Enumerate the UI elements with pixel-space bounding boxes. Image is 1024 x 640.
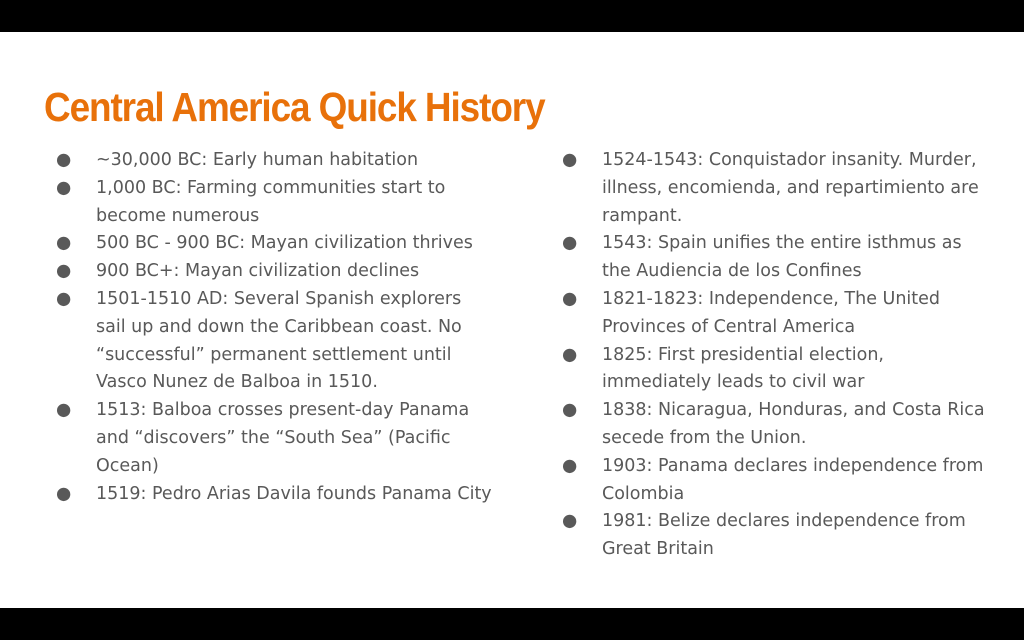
bullet-icon: ● — [56, 483, 72, 504]
bullet-icon: ● — [562, 233, 578, 254]
list-item-text: 1981: Belize declares independence from Great Britain — [602, 511, 966, 560]
list-item — [56, 230, 496, 258]
list-item — [562, 230, 992, 286]
list-item — [562, 342, 992, 398]
slide-title: Central America Quick History — [44, 84, 545, 130]
bullet-icon: ● — [56, 288, 72, 309]
list-item-text: ~30,000 BC: Early human habitation — [96, 150, 419, 170]
list-item-text: 1903: Panama declares independence from Colombia — [602, 455, 984, 504]
list-item-text: 1519: Pedro Arias Davila founds Panama City — [96, 483, 492, 504]
list-item — [562, 453, 992, 509]
list-item-text: 1513: Balboa crosses present-day Panama and “discovers” the “South Sea” (Pacific Ocean) — [96, 400, 470, 476]
right-bullet-list — [562, 147, 992, 564]
bullet-icon: ● — [562, 400, 578, 421]
bullet-icon: ● — [56, 177, 72, 198]
list-item-text: 1,000 BC: Farming communities start to become numerous — [96, 177, 446, 226]
list-item — [56, 258, 496, 286]
bullet-icon: ● — [56, 261, 72, 282]
list-item — [562, 286, 992, 342]
list-item — [56, 286, 496, 397]
bullet-icon: ● — [56, 233, 72, 254]
list-item-text: 900 BC+: Mayan civilization declines — [96, 261, 420, 282]
slide — [0, 32, 1024, 608]
list-item-text: 1501-1510 AD: Several Spanish explorers sail up and down the Caribbean coast. No “successful” permanent settlement until Vasco Nunez de Balboa in 1510. — [96, 288, 462, 393]
list-item — [562, 147, 992, 230]
list-item-text: 500 BC - 900 BC: Mayan civilization thrives — [96, 233, 473, 254]
bullet-icon: ● — [56, 150, 72, 170]
list-item — [56, 147, 496, 175]
list-item-text: 1524-1543: Conquistador insanity. Murder, illness, encomienda, and repartimiento are rampant. — [602, 150, 979, 226]
list-item — [56, 175, 496, 231]
list-item — [562, 508, 992, 564]
list-item-text: 1821-1823: Independence, The United Provinces of Central America — [602, 288, 941, 337]
bullet-icon: ● — [56, 400, 72, 421]
bullet-icon: ● — [562, 344, 578, 365]
bullet-icon: ● — [562, 455, 578, 476]
bullet-icon: ● — [562, 511, 578, 532]
list-item-text: 1838: Nicaragua, Honduras, and Costa Rica secede from the Union. — [602, 400, 985, 448]
list-item — [56, 397, 496, 480]
list-item-text: 1825: First presidential election, immediately leads to civil war — [602, 344, 884, 393]
bullet-icon: ● — [562, 288, 578, 309]
list-item — [562, 397, 992, 453]
bullet-icon: ● — [562, 150, 578, 170]
list-item — [56, 481, 496, 509]
list-item-text: 1543: Spain unifies the entire isthmus as the Audiencia de los Confines — [602, 233, 962, 282]
left-bullet-list — [56, 147, 496, 508]
